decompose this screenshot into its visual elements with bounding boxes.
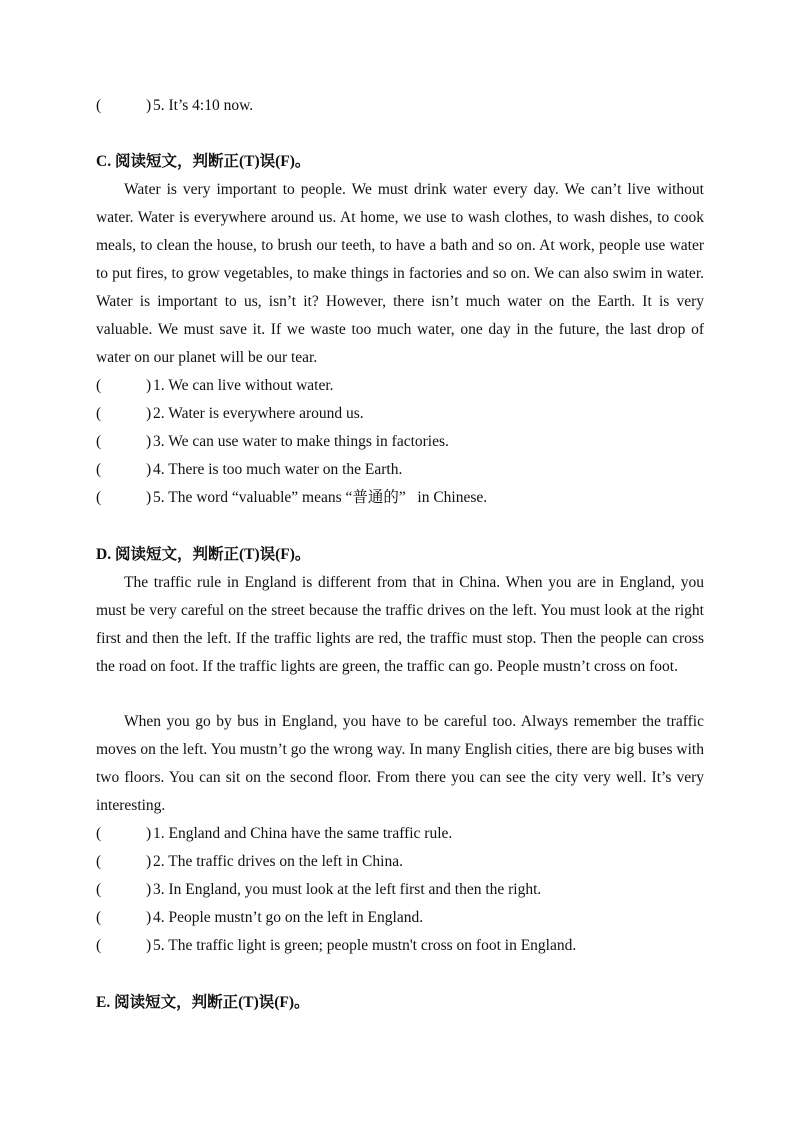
answer-blank-open[interactable]: ( — [96, 433, 102, 450]
question-text: 5. The traffic light is green; people mustn't cross on foot in England. — [153, 937, 577, 954]
answer-blank-open[interactable]: ( — [96, 377, 102, 394]
answer-blank-open[interactable]: ( — [96, 825, 102, 842]
answer-blank-close: ) — [146, 405, 152, 422]
section-d-heading: D. 阅读短文，判断正(T)误(F)。 — [96, 546, 311, 563]
answer-blank-open[interactable]: ( — [96, 853, 102, 870]
answer-blank-close: ) — [146, 461, 152, 478]
answer-blank-close: ) — [146, 853, 152, 870]
answer-blank-close: ) — [146, 937, 152, 954]
question-text: 5. It’s 4:10 now. — [153, 97, 254, 114]
answer-blank-open[interactable]: ( — [96, 489, 102, 506]
section-d-passage-1: The traffic rule in England is different from that in China. When you are in England, you must be very careful on the street because the traffic drives on the left. You must look at the right first and then the left. If the traffic lights are red, the traffic must stop. Then the people can cross the road on foot. If the traffic lights are green, the traffic can go. People mustn’t cross on foot. — [96, 574, 704, 675]
answer-blank-open[interactable]: ( — [96, 937, 102, 954]
question-text: 2. Water is everywhere around us. — [153, 405, 364, 422]
answer-blank-open[interactable]: ( — [96, 909, 102, 926]
question-text: 1. We can live without water. — [153, 377, 334, 394]
answer-blank-open[interactable]: ( — [96, 405, 102, 422]
answer-blank-close: ) — [146, 377, 152, 394]
section-c-passage: Water is very important to people. We must drink water every day. We can’t live without water. Water is everywhere around us. At home, we use to wash clothes, to wash dishes, to cook meals, to clean the house, to brush our teeth, to have a bath and so on. At work, people use water to put fires, to grow vegetables, to make things in factories and so on. We can also swim in water. Water is important to us, isn’t it? However, there isn’t much water on the Earth. It is very valuable. We must save it. If we waste too much water, one day in the future, the last drop of water on our planet will be our tear. — [96, 181, 704, 366]
section-d-passage-2: When you go by bus in England, you have to be careful too. Always remember the traffic moves on the left. You mustn’t go the wrong way. In many English cities, there are big buses with two floors. You can sit on the second floor. From there you can see the city very well. It’s very interesting. — [96, 713, 704, 814]
answer-blank-close: ) — [146, 909, 152, 926]
answer-blank-close: ) — [146, 881, 152, 898]
answer-blank-close: ) — [146, 433, 152, 450]
answer-blank-close: ) — [146, 489, 152, 506]
question-text: 4. There is too much water on the Earth. — [153, 461, 403, 478]
question-text: 1. England and China have the same traffic rule. — [153, 825, 453, 842]
section-c-heading: C. 阅读短文，判断正(T)误(F)。 — [96, 153, 311, 170]
answer-blank-open[interactable]: ( — [96, 461, 102, 478]
section-e-heading: E. 阅读短文，判断正(T)误(F)。 — [96, 994, 310, 1011]
question-text: 3. In England, you must look at the left first and then the right. — [153, 881, 542, 898]
question-text: 3. We can use water to make things in factories. — [153, 433, 449, 450]
answer-blank-close: ) — [146, 825, 152, 842]
answer-blank-close: ) — [146, 97, 152, 114]
question-text: 5. The word “valuable” means “普通的” in Chinese. — [153, 489, 488, 506]
question-text: 4. People mustn’t go on the left in England. — [153, 909, 424, 926]
answer-blank-open[interactable]: ( — [96, 881, 102, 898]
question-text: 2. The traffic drives on the left in China. — [153, 853, 403, 870]
answer-blank-open[interactable]: ( — [96, 97, 102, 114]
